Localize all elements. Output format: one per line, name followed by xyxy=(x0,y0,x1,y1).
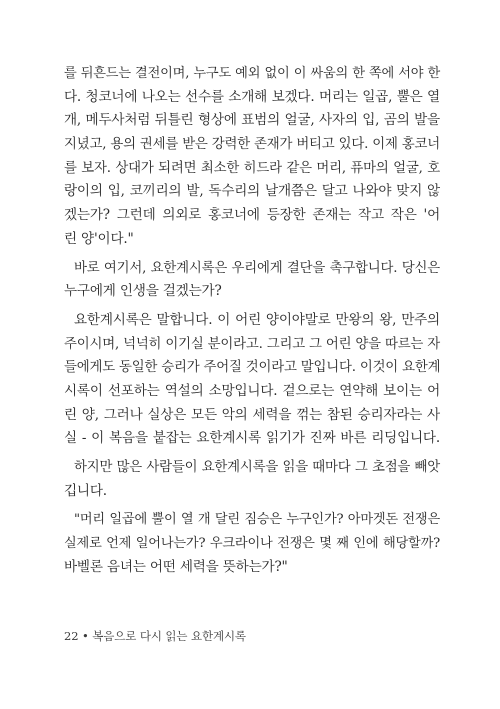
page-footer xyxy=(64,628,246,644)
footer-separator: • xyxy=(82,629,89,643)
text-line: 깁니다. xyxy=(64,482,107,499)
text-line: 바벨론 음녀는 어떤 세력을 뜻하는가?" xyxy=(64,558,288,575)
text-line: 실 - 이 복음을 붙잡는 요한계시록 읽기가 진짜 바른 리딩입니다. xyxy=(64,430,440,447)
paragraph-2 xyxy=(64,257,440,304)
text-line: 요한계시록은 말합니다. 이 어린 양이야말로 만왕의 왕, 만주의 xyxy=(74,311,440,328)
text-line: 지녔고, 용의 권세를 받은 강력한 존재가 버티고 있다. 이제 홍코너 xyxy=(64,137,440,153)
text-line: 누구에게 인생을 걸겠는가? xyxy=(64,283,222,300)
text-line: 를 뒤흔드는 결전이며, 누구도 예외 없이 이 싸움의 한 쪽에 서야 한 xyxy=(64,66,440,81)
text-line: 린 양'이다." xyxy=(64,230,134,247)
text-line: 다. 청코너에 나오는 선수를 소개해 보겠다. 머리는 일곱, 뿔은 열 xyxy=(64,88,440,105)
text-line: 겠는가? 그런데 의외로 홍코너에 등장한 존재는 작고 작은 '어 xyxy=(64,207,440,224)
text-line: 주이시며, 넉넉히 이기실 분이라고. 그리고 그 어린 양을 따르는 자 xyxy=(64,336,440,352)
paragraph-3 xyxy=(64,309,440,451)
text-line: 랑이의 입, 코끼리의 발, 독수리의 날개쯤은 달고 나와야 맞지 않 xyxy=(64,183,440,200)
paragraph-5-quote xyxy=(64,508,440,579)
page-number: 22 xyxy=(64,629,79,643)
text-line: 하지만 많은 사람들이 요한계시록을 읽을 때마다 그 초점을 빼앗 xyxy=(74,460,440,475)
text-line: 실제로 언제 일어나는가? 우크라이나 전쟁은 몇 째 인에 해당할까? xyxy=(64,536,440,552)
text-line: 린 양, 그러나 실상은 모든 악의 세력을 꺾는 참된 승리자라는 사 xyxy=(64,406,440,423)
text-line: 시록이 선포하는 역설의 소망입니다. 겉으로는 연약해 보이는 어 xyxy=(64,382,440,399)
text-line: 들에게도 동일한 승리가 주어질 것이라고 말입니다. 이것이 요한계 xyxy=(64,360,441,376)
paragraph-1 xyxy=(64,62,440,252)
running-title: 복음으로 다시 읽는 요한계시록 xyxy=(92,629,247,643)
text-line: 를 보자. 상대가 되려면 최소한 히드라 같은 머리, 퓨마의 얼굴, 호 xyxy=(64,160,440,176)
page-body xyxy=(64,62,440,579)
paragraph-4 xyxy=(64,456,440,503)
text-line: 개, 메두사처럼 뒤틀린 형상에 표범의 얼굴, 사자의 입, 곰의 발을 xyxy=(64,112,440,129)
text-line: "머리 일곱에 뿔이 열 개 달린 짐승은 누구인가? 아마겟돈 전쟁은 xyxy=(74,512,440,528)
text-line: 바로 여기서, 요한계시록은 우리에게 결단을 촉구합니다. 당신은 xyxy=(74,260,440,276)
